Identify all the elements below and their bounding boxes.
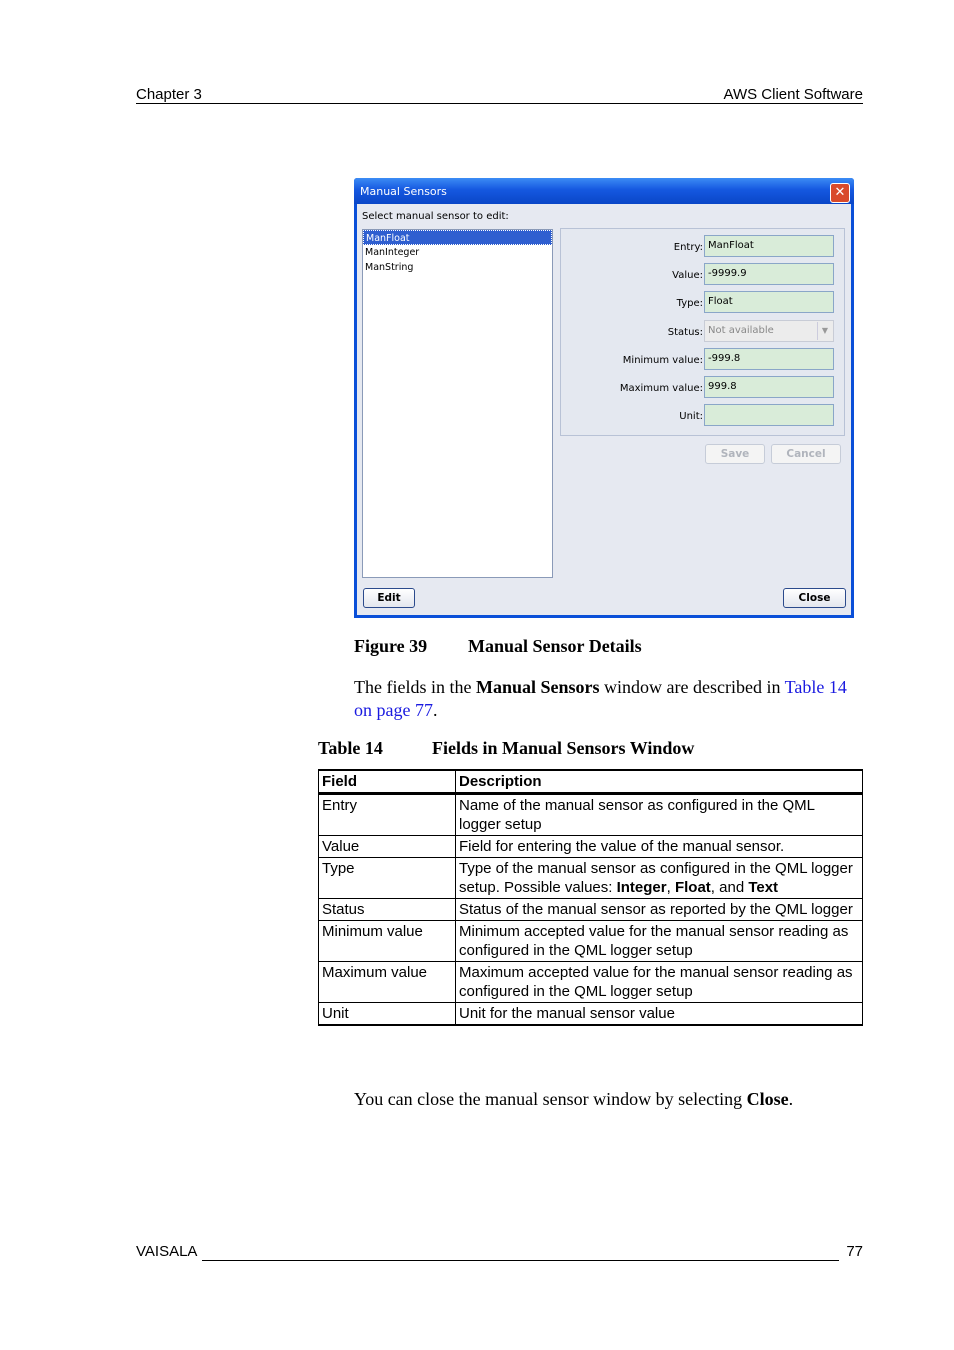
status-dropdown[interactable] [704, 320, 834, 342]
intro-paragraph [354, 676, 864, 722]
manual-sensors-window [354, 178, 854, 618]
closing-period: . [788, 1089, 794, 1109]
save-button[interactable]: Save [705, 444, 765, 464]
window-client-area [357, 204, 851, 615]
maximum-row [561, 376, 844, 402]
status-value: Not available [708, 325, 774, 336]
status-label: Status: [667, 327, 703, 338]
table-number: Table 14 [318, 738, 383, 758]
value-label: Value: [672, 270, 703, 281]
minimum-field[interactable]: -999.8 [704, 348, 834, 370]
separator: , [666, 879, 675, 896]
value-field[interactable]: -9999.9 [704, 263, 834, 285]
table-row [319, 921, 863, 962]
table-title: Fields in Manual Sensors Window [432, 738, 695, 758]
type-row [561, 291, 844, 317]
intro-period: . [432, 700, 438, 720]
table-row [319, 1003, 863, 1026]
table-row [319, 836, 863, 858]
fields-table [318, 769, 863, 1026]
closing-text: You can close the manual sensor window by selecting [354, 1089, 747, 1109]
table-reference-link[interactable]: Table 14 on page 77 [354, 677, 847, 720]
maximum-label: Maximum value: [619, 383, 703, 394]
cancel-button[interactable]: Cancel [771, 444, 841, 464]
unit-row [561, 404, 844, 430]
table-cell-description [456, 858, 863, 899]
entry-label: Entry: [673, 242, 703, 253]
figure-number: Figure 39 [354, 636, 428, 656]
type-field[interactable]: Float [704, 291, 834, 313]
page-header [136, 86, 863, 106]
figure-title: Manual Sensor Details [468, 636, 642, 656]
table-cell-description: Minimum accepted value for the manual sensor reading as configured in the QML logger setup [456, 921, 863, 962]
value-text: Text [748, 879, 779, 896]
column-header-description: Description [456, 770, 863, 794]
intro-bold: Manual Sensors [475, 677, 600, 697]
table-cell-description: Name of the manual sensor as configured in the QML logger setup [456, 794, 863, 836]
value-row [561, 263, 844, 289]
maximum-field[interactable]: 999.8 [704, 376, 834, 398]
table-cell-field: Status [319, 899, 456, 921]
table-cell-field: Entry [319, 794, 456, 836]
table-cell-field: Unit [319, 1003, 456, 1026]
sensor-listbox[interactable] [362, 229, 553, 578]
list-item[interactable]: ManString [365, 262, 414, 273]
list-item[interactable]: ManInteger [365, 247, 420, 258]
table-cell-field: Type [319, 858, 456, 899]
table-cell-field: Minimum value [319, 921, 456, 962]
minimum-row [561, 348, 844, 374]
list-item[interactable]: ManFloat [363, 230, 552, 245]
minimum-label: Minimum value: [622, 355, 703, 366]
table-row [319, 962, 863, 1003]
value-integer: Integer [616, 879, 667, 896]
value-float: Float [674, 879, 711, 896]
unit-label: Unit: [679, 411, 703, 422]
intro-text-middle: window are described in [599, 677, 785, 697]
sensor-details-panel [560, 228, 845, 436]
edit-button[interactable]: Edit [363, 588, 415, 608]
intro-text: The fields in the [354, 677, 476, 697]
table-cell-description: Status of the manual sensor as reported by the QML logger [456, 899, 863, 921]
page-number: 77 [840, 1243, 863, 1260]
table-cell-description: Unit for the manual sensor value [456, 1003, 863, 1026]
table-row [319, 899, 863, 921]
entry-field[interactable]: ManFloat [704, 235, 834, 257]
table-cell-description: Maximum accepted value for the manual sensor reading as configured in the QML logger setup [456, 962, 863, 1003]
chevron-down-icon: ▼ [817, 322, 832, 340]
page-footer [136, 1243, 863, 1263]
type-description-text: Type of the manual sensor as configured in the QML logger setup. Possible values: [459, 860, 853, 896]
table-row [319, 858, 863, 899]
separator: , and [710, 879, 749, 896]
type-label: Type: [676, 298, 703, 309]
select-sensor-label: Select manual sensor to edit: [362, 211, 509, 222]
close-icon[interactable]: ✕ [830, 183, 850, 203]
footer-brand: VAISALA [136, 1243, 198, 1260]
table-row [319, 794, 863, 836]
status-row [561, 320, 844, 346]
table-cell-field: Value [319, 836, 456, 858]
table-cell-description: Field for entering the value of the manual sensor. [456, 836, 863, 858]
closing-paragraph [354, 1088, 793, 1111]
table-header-row [319, 770, 863, 794]
close-button[interactable]: Close [783, 588, 846, 608]
window-titlebar [354, 178, 854, 204]
closing-bold: Close [746, 1089, 789, 1109]
footer-rule [202, 1260, 839, 1261]
entry-row [561, 235, 844, 261]
table-cell-field: Maximum value [319, 962, 456, 1003]
header-rule [136, 103, 863, 104]
chapter-label: Chapter 3 [136, 86, 208, 103]
unit-field[interactable] [704, 404, 834, 426]
window-title: Manual Sensors [360, 185, 447, 198]
header-title: AWS Client Software [718, 86, 864, 103]
column-header-field: Field [319, 770, 456, 794]
